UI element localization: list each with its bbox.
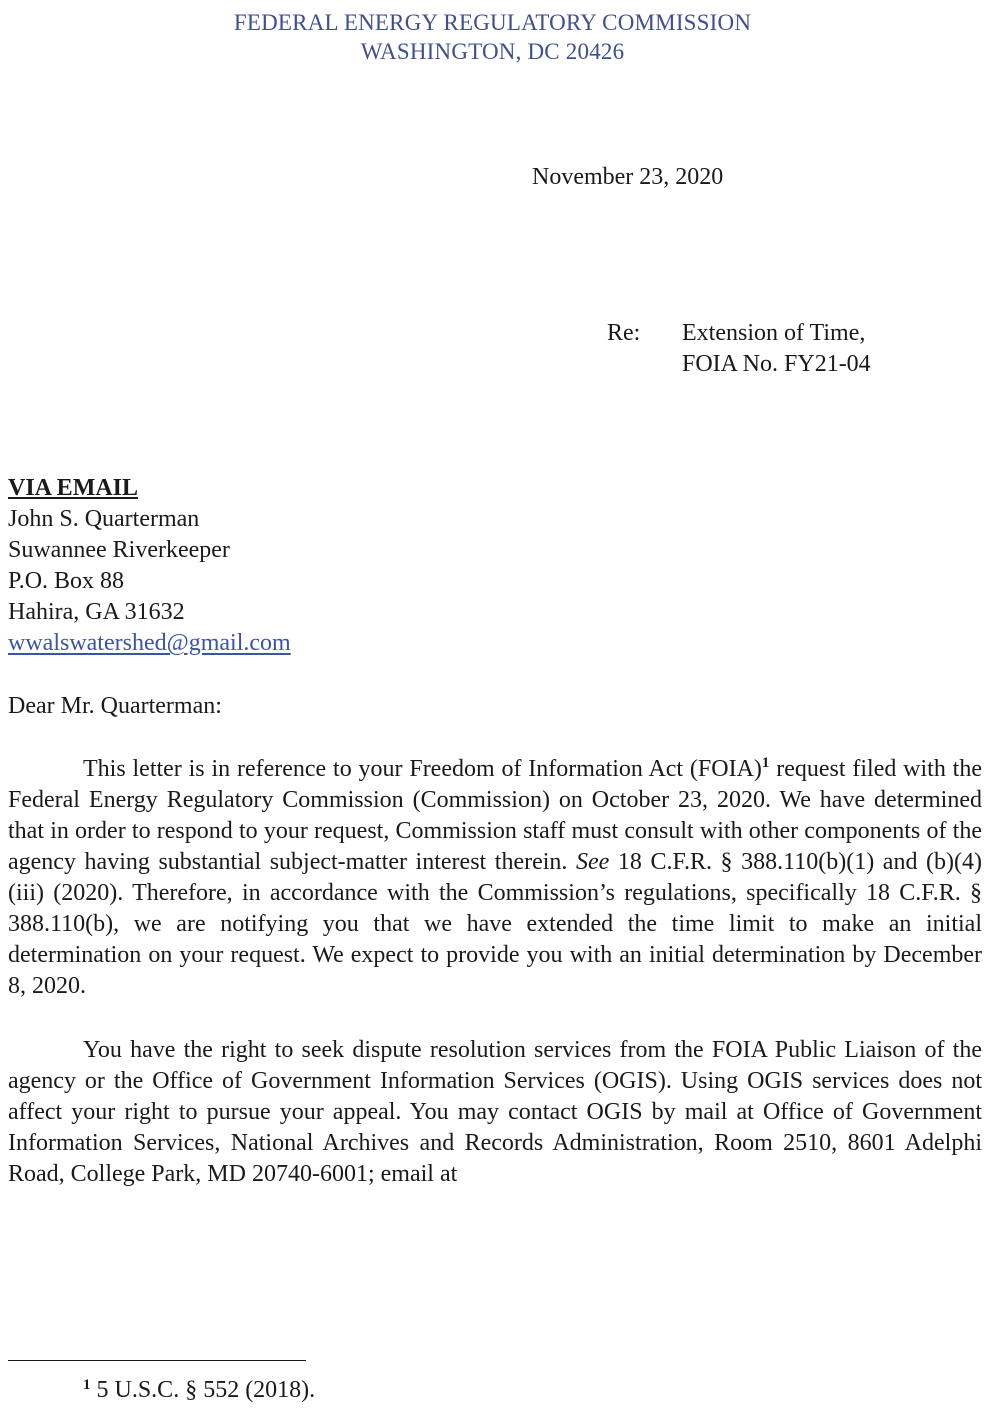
recipient-email-link[interactable]: wwalswatershed@gmail.com: [8, 630, 291, 656]
recipient-organization: Suwannee Riverkeeper: [8, 537, 230, 563]
recipient-address: [8, 473, 291, 659]
footnote: [83, 1375, 315, 1406]
subject-line-2: FOIA No. FY21-04: [682, 351, 871, 377]
letter-date: November 23, 2020: [532, 164, 724, 190]
recipient-address-line-2: Hahira, GA 31632: [8, 599, 185, 625]
body-paragraph-1: [8, 754, 982, 1002]
paragraph-1-text-b: request filed with the Federal Energy Regulatory Commission (Commission) on October 23, 2020. We have determined that in order to respond to your request, Commission staff must consult with other components of the agency having substantial subject-matter interest therein.: [8, 756, 982, 875]
paragraph-1-text-a: This letter is in reference to your Freedom of Information Act (FOIA): [83, 756, 762, 782]
salutation: Dear Mr. Quarterman:: [8, 693, 222, 719]
paragraph-1-text-c: 18 C.F.R. § 388.110(b)(1) and (b)(4)(iii) (2020). Therefore, in accordance with the Commission’s regulations, specifically 18 C.F.R. § 388.110(b), we are notifying you that we have extended the time limit to make an initial determination on your request. We expect to provide you with an initial determination by December 8, 2020.: [8, 849, 983, 999]
subject-label: Re:: [607, 320, 641, 346]
letterhead-city: WASHINGTON, DC 20426: [360, 39, 625, 64]
recipient-address-line-1: P.O. Box 88: [8, 568, 125, 594]
subject-line-1: Extension of Time,: [682, 320, 866, 346]
letterhead: [0, 8, 985, 66]
delivery-method: VIA EMAIL: [8, 475, 139, 501]
footnote-divider: [8, 1360, 306, 1361]
letterhead-agency-name: FEDERAL ENERGY REGULATORY COMMISSION: [233, 10, 752, 35]
recipient-name: John S. Quarterman: [8, 506, 200, 532]
footnote-number: 1: [83, 1377, 91, 1393]
footnote-text: 5 U.S.C. § 552 (2018).: [90, 1377, 316, 1403]
see-signal: See: [576, 849, 610, 875]
subject-lines: [682, 318, 871, 380]
body-paragraph-2: You have the right to seek dispute resolution services from the FOIA Public Liaison of the agency or the Office of Government Information Services (OGIS). Using OGIS services does not affect your right to pursue your appeal. You may contact OGIS by mail at Office of Government Information Services, National Archives and Records Administration, Room 2510, 8601 Adelphi Road, College Park, MD 20740-6001; email at: [8, 1037, 982, 1187]
footnote-reference: 1: [761, 755, 770, 771]
